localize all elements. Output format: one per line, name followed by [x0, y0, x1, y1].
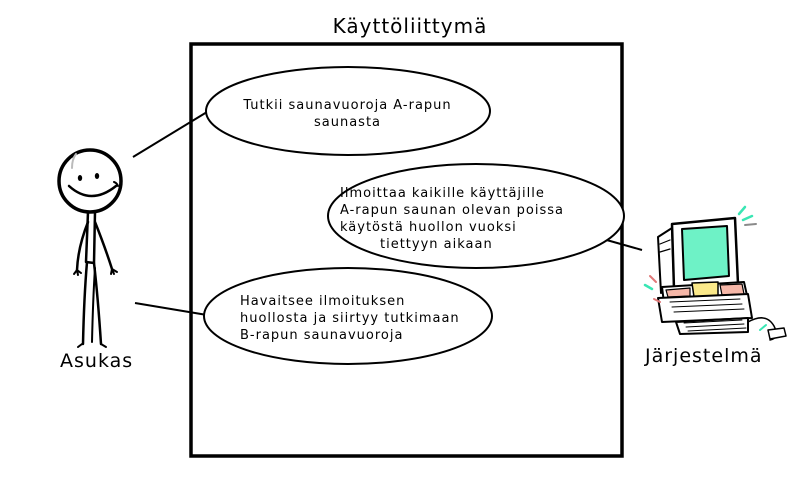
actor-label-system: Järjestelmä [645, 345, 763, 367]
use-case-3-line-1: Havaitsee ilmoituksen [240, 294, 406, 309]
use-case-2-line-2: A-rapun saunan olevan poissa [340, 203, 564, 218]
use-case-3-line-3: B-rapun saunavuoroja [240, 328, 404, 343]
association-user-uc1 [133, 112, 207, 157]
use-case-2-line-3: käytöstä huollon vuoksi [340, 220, 517, 235]
use-case-text-1 [210, 97, 485, 131]
use-case-2-line-4: tiettyyn aikaan [380, 237, 493, 252]
use-case-2-line-1: Ilmoittaa kaikille käyttäjille [340, 186, 545, 201]
system-title: Käyttöliittymä [332, 14, 488, 38]
use-case-text-2 [340, 185, 610, 253]
use-case-1-line-2: saunasta [313, 115, 382, 130]
use-case-text-3 [240, 293, 500, 344]
use-case-1-line-1: Tutkii saunavuoroja A-rapun [243, 98, 452, 113]
stick-figure-icon [59, 150, 121, 347]
actor-label-user: Asukas [60, 350, 134, 372]
use-case-3-line-2: huollosta ja siirtyy tutkimaan [240, 311, 460, 326]
association-user-uc3 [135, 303, 207, 315]
computer-icon [645, 207, 786, 340]
